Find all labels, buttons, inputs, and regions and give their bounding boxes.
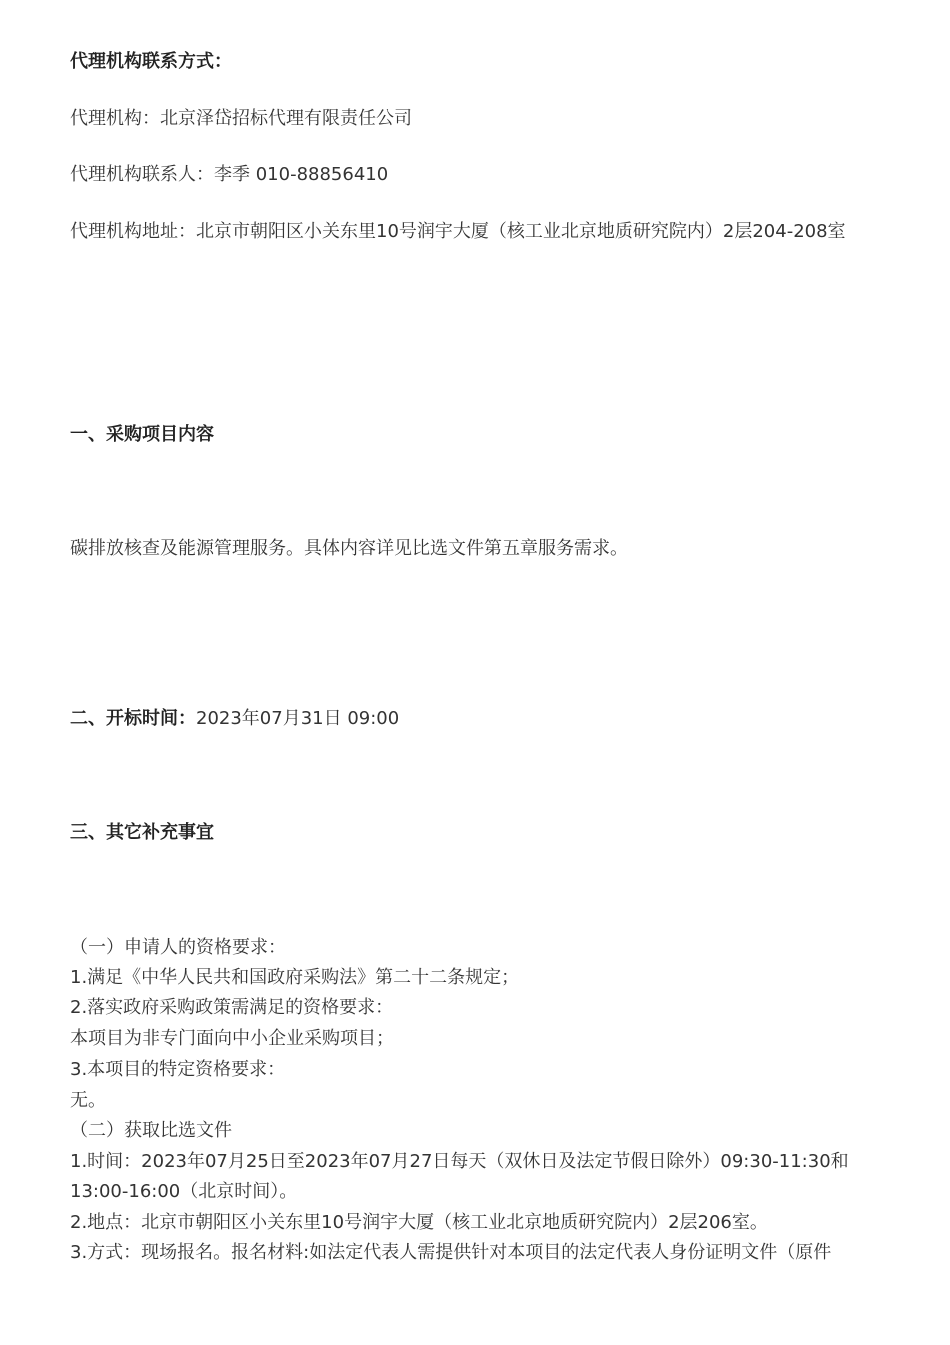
section2-row	[70, 704, 399, 734]
list-item: 3.方式：现场报名。报名材料:如法定代表人需提供针对本项目的法定代表人身份证明文件（原件	[70, 1242, 832, 1263]
list-item: 2.地点：北京市朝阳区小关东里10号润宇大厦（核工业北京地质研究院内）2层206室。	[70, 1212, 768, 1233]
address-row	[70, 217, 880, 247]
list-item: 无。	[70, 1090, 106, 1111]
list-item: 1.时间：2023年07月25日至2023年07月27日每天（双休日及法定节假日除外）09:30-11:30和	[70, 1151, 849, 1172]
opening-time-value: 2023年07月31日 09:00	[196, 708, 400, 729]
section3-heading: 三、其它补充事宜	[70, 822, 214, 843]
list-item: 2.落实政府采购政策需满足的资格要求：	[70, 997, 394, 1018]
list-item: 3.本项目的特定资格要求：	[70, 1059, 286, 1080]
section2-heading: 二、开标时间：	[70, 708, 196, 729]
address-label: 代理机构地址：	[70, 221, 196, 242]
list-item: 13:00-16:00（北京时间）。	[70, 1181, 298, 1202]
list-item: （二）获取比选文件	[70, 1120, 232, 1141]
list-item: 1.满足《中华人民共和国政府采购法》第二十二条规定；	[70, 967, 520, 988]
contact-person-value: 李季 010-88856410	[214, 164, 389, 185]
section1-heading: 一、采购项目内容	[70, 424, 214, 445]
contact-heading: 代理机构联系方式：	[70, 51, 232, 72]
list-item: （一）申请人的资格要求：	[70, 937, 286, 958]
agency-value: 北京泽岱招标代理有限责任公司	[160, 108, 412, 129]
list-item: 本项目为非专门面向中小企业采购项目；	[70, 1028, 394, 1049]
address-value: 北京市朝阳区小关东里10号润宇大厦（核工业北京地质研究院内）2层204-208室	[196, 221, 846, 242]
section1-body: 碳排放核查及能源管理服务。具体内容详见比选文件第五章服务需求。	[70, 538, 628, 559]
agency-label: 代理机构：	[70, 108, 160, 129]
contact-person-row	[70, 160, 388, 190]
contact-person-label: 代理机构联系人：	[70, 164, 214, 185]
agency-row	[70, 104, 412, 134]
